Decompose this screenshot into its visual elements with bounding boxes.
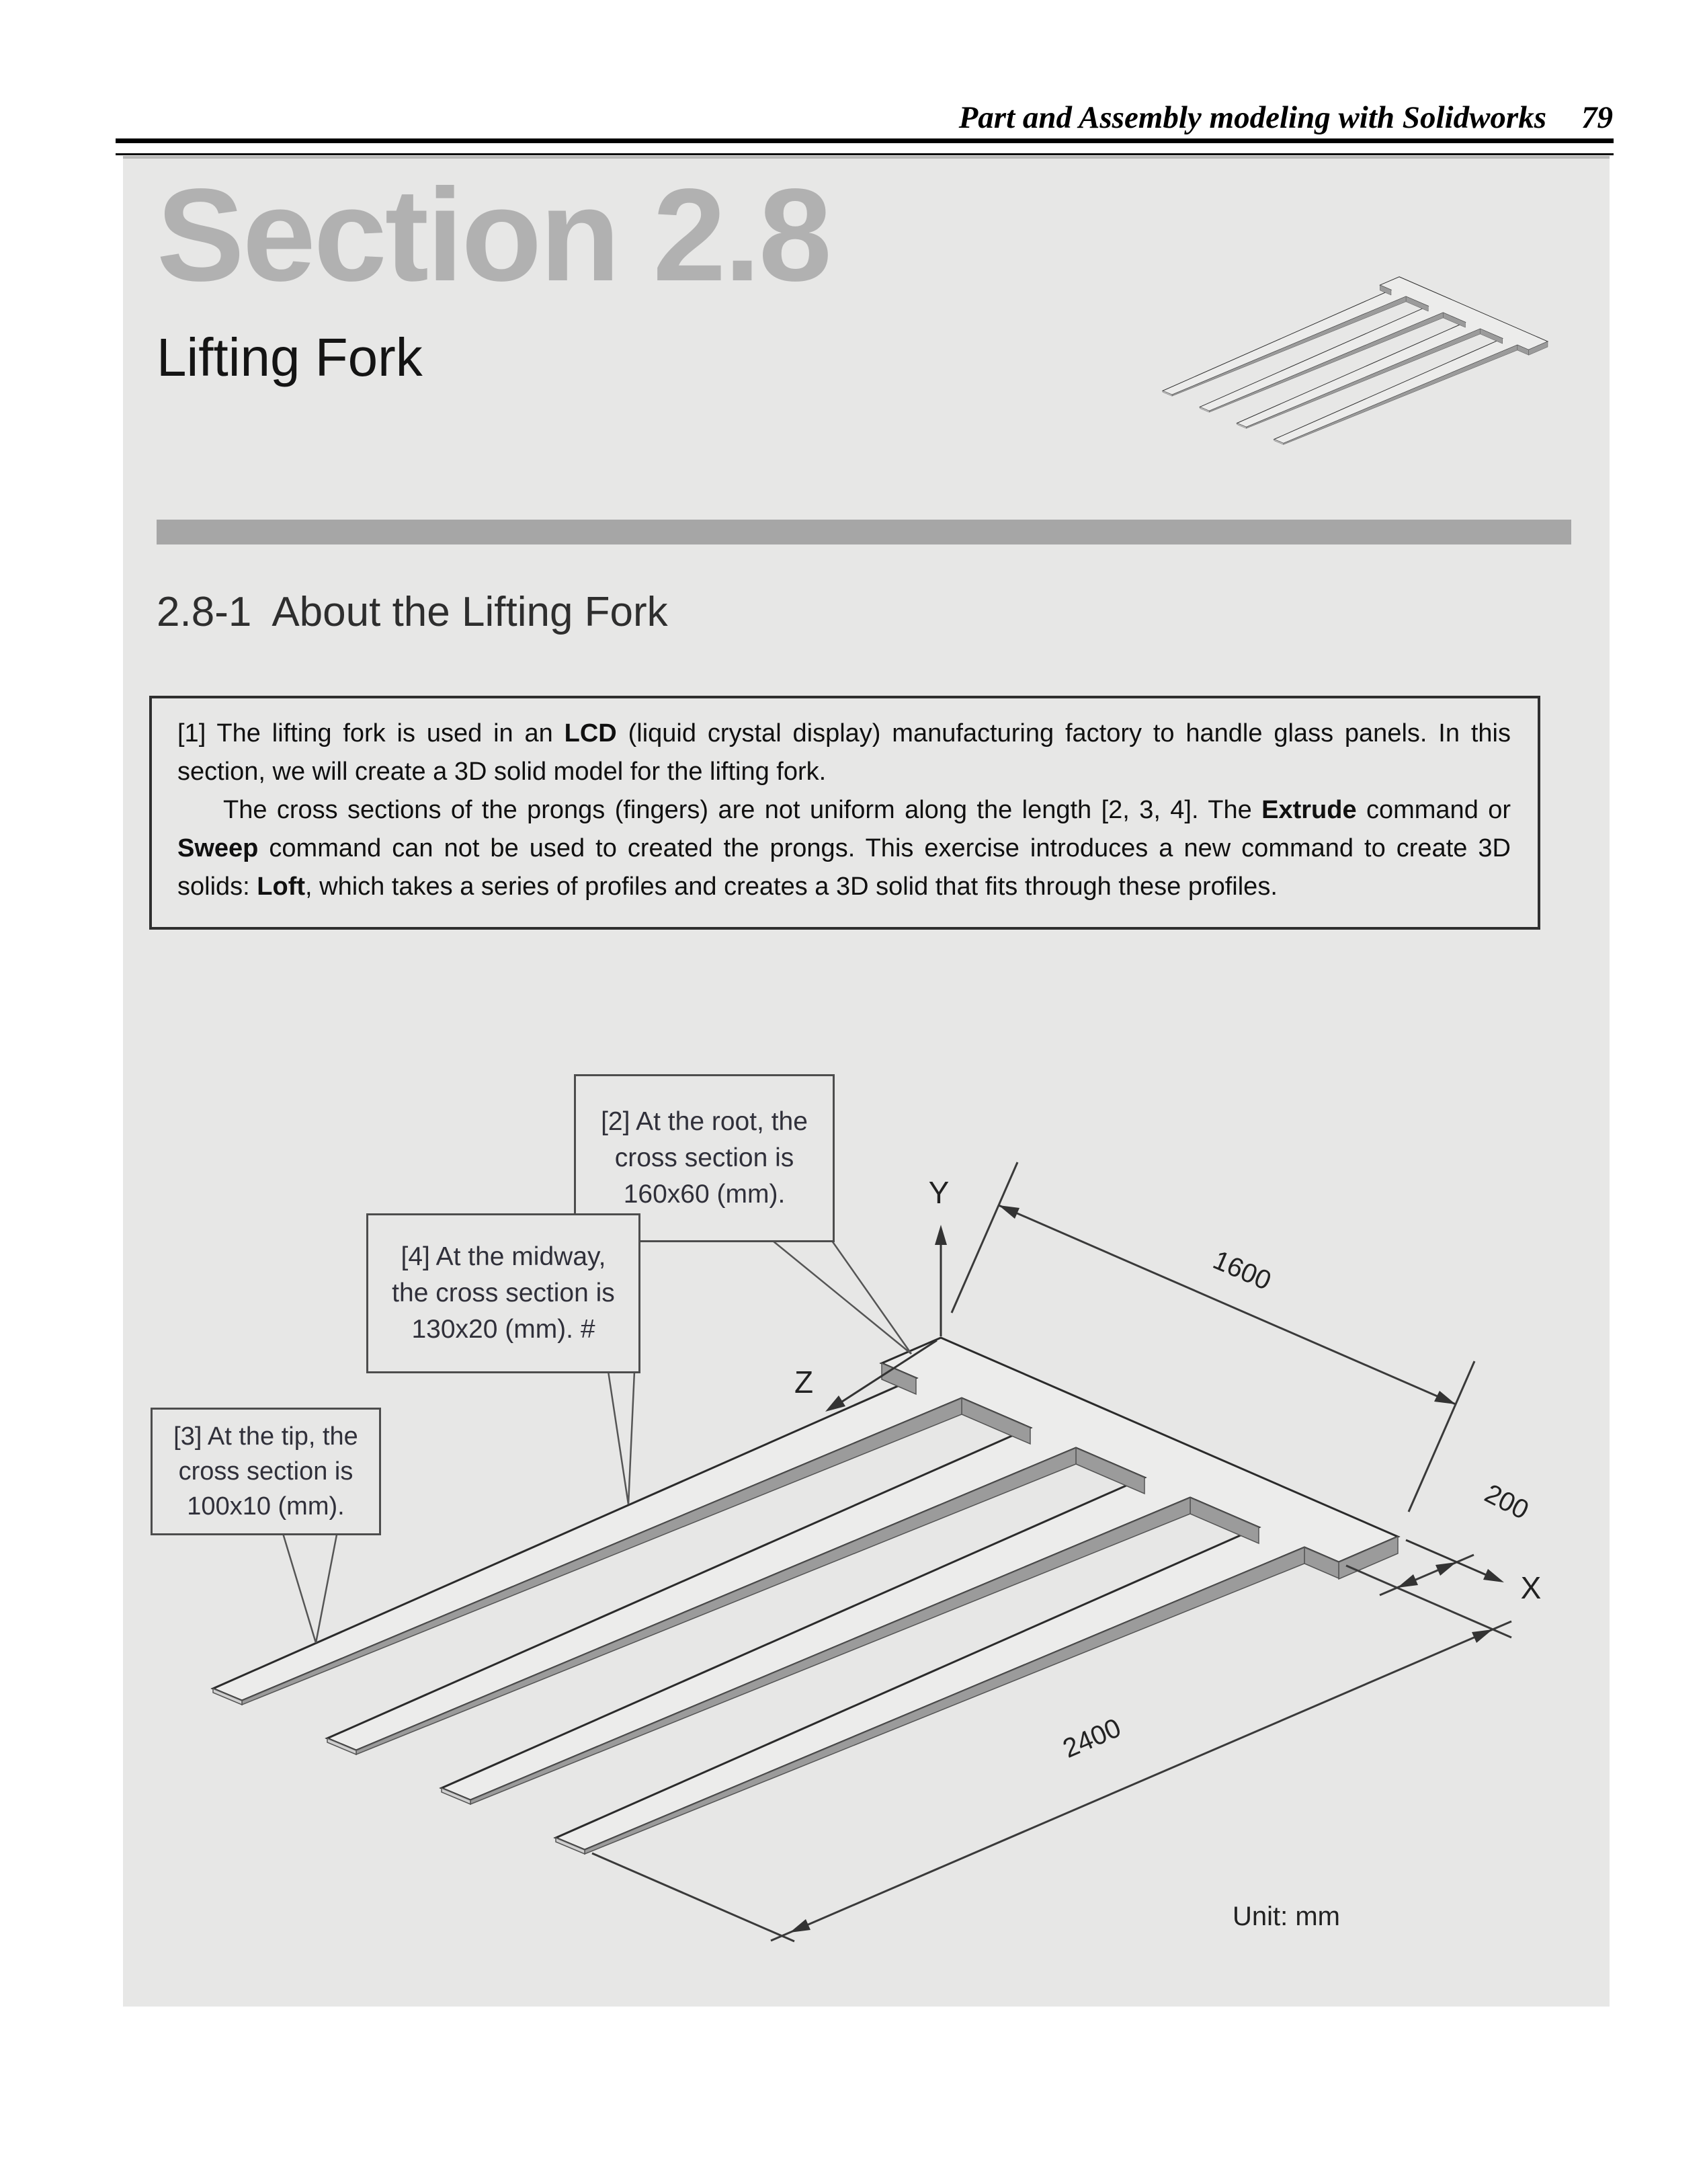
- unit-note: Unit: mm: [1233, 1902, 1340, 1931]
- callout-line: cross section is: [614, 1143, 794, 1172]
- running-title: Part and Assembly modeling with Solidworks: [958, 100, 1546, 135]
- dim-1600-label: 1600: [1208, 1245, 1276, 1296]
- callout-line: 160x60 (mm).: [623, 1180, 786, 1209]
- lifting-fork-diagram: [123, 156, 1610, 2007]
- callout-tip: [151, 1408, 381, 1535]
- fork-isometric-drawing: [213, 1338, 1398, 1854]
- z-axis-label: Z: [794, 1365, 814, 1400]
- header-rule: [116, 138, 1614, 155]
- about-box-text: [1] The lifting fork is used in an LCD (liquid crystal display) manufacturing factory to handle glass panels. In this section, we will create a 3D solid model for the lifting fork. The cross sections of the prongs (fingers) are not uniform along the length [2, 3, 4]. The Extrude command or Sweep command can not be used to created the prongs. This exercise introduces a new command to create 3D solids: Loft, which takes a series of profiles and creates a 3D solid that fits through these profiles.: [177, 719, 1511, 901]
- section-subtitle: Lifting Fork: [157, 327, 423, 387]
- subsection-number: 2.8-1: [157, 589, 252, 635]
- fork-3d-thumbnail: [1163, 277, 1548, 445]
- section-watermark: Section 2.8: [157, 161, 830, 309]
- dim-200-label: 200: [1480, 1478, 1534, 1526]
- callout-line: [3] At the tip, the: [173, 1422, 358, 1451]
- arrowheads: [790, 1205, 1504, 1933]
- callout-line: [2] At the root, the: [601, 1107, 808, 1136]
- y-axis-label: Y: [928, 1175, 950, 1210]
- callout-line: [4] At the midway,: [401, 1242, 606, 1271]
- page-number: 79: [1581, 100, 1613, 135]
- callout-line: cross section is: [178, 1457, 353, 1486]
- page-header: [0, 99, 1613, 136]
- subsection-title: About the Lifting Fork: [272, 589, 668, 635]
- callout-line: 100x10 (mm).: [187, 1492, 345, 1521]
- x-axis-label: X: [1520, 1570, 1542, 1605]
- callout-midway: [366, 1213, 640, 1373]
- dim-2400-label: 2400: [1058, 1713, 1126, 1764]
- callout-line: 130x20 (mm). #: [411, 1315, 595, 1344]
- callout-line: the cross section is: [392, 1279, 615, 1307]
